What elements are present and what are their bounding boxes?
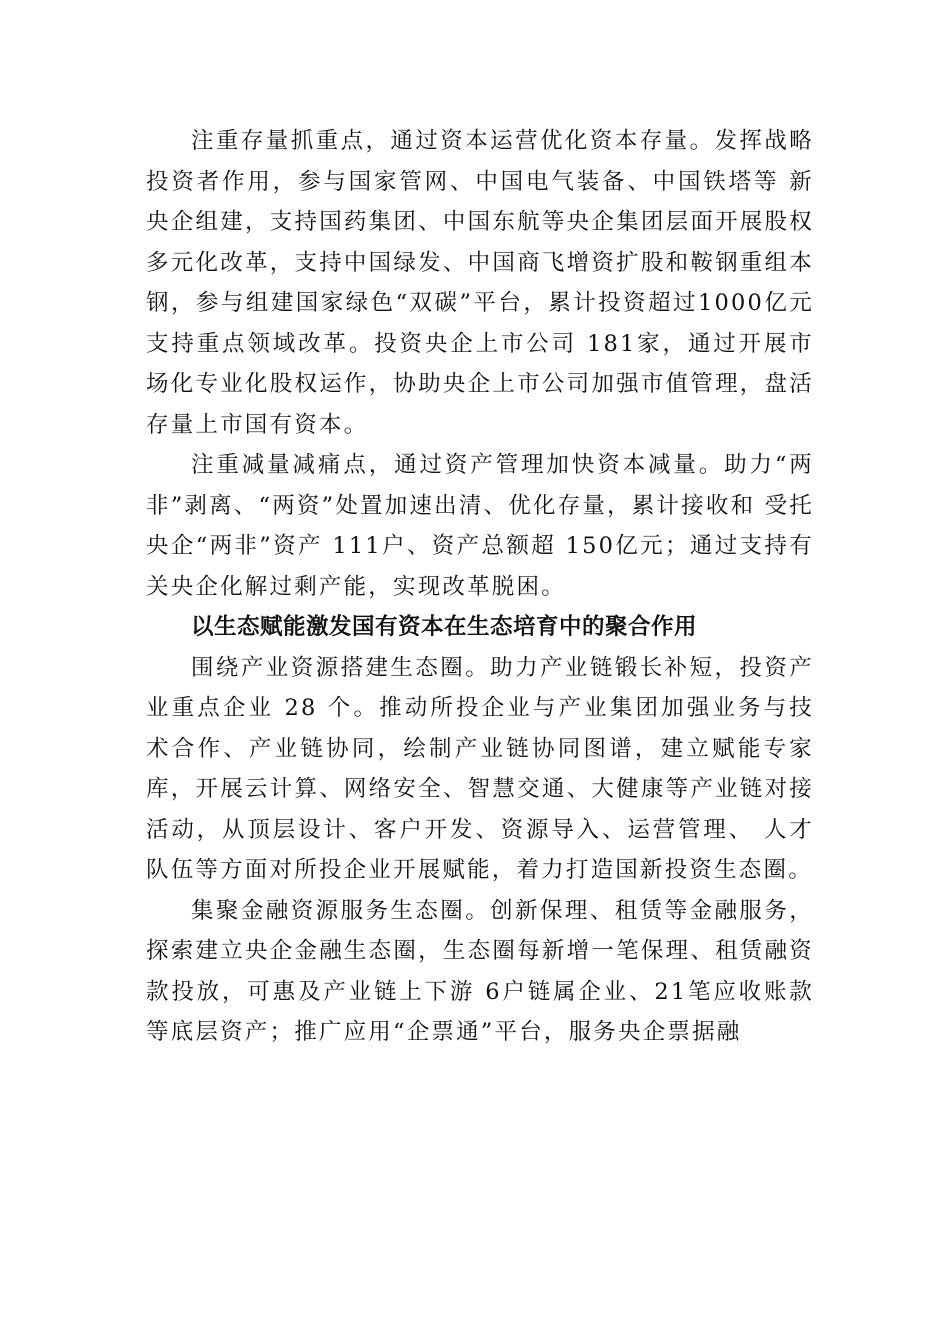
paragraph-financial-ecosystem: 集聚金融资源服务生态圈。创新保理、租赁等金融服务，探索建立央企金融生态圈，生态圈每新增一笔保理、租赁融资款投放，可惠及产业链上下游 6户链属企业、21笔应收账款等底层资产；推广应用“企票通”平台，服务央企票据融: [146, 897, 814, 1045]
paragraph-reduction: 注重减量减痛点，通过资产管理加快资本减量。助力“两非”剥离、“两资”处置加速出清、优化存量，累计接收和 受托央企“两非”资产 111户、资产总额超 150亿元；通过支持有关央企化解过剩产能，实现改革脱困。: [146, 452, 814, 600]
paragraph-industry-ecosystem: 围绕产业资源搭建生态圈。助力产业链锻长补短，投资产业重点企业 28 个。推动所投企业与产业集团加强业务与技术合作、产业链协同，绘制产业链协同图谱，建立赋能专家库，开展云计算、网络安全、智慧交通、大健康等产业链对接活动，从顶层设计、客户开发、资源导入、运营管理、 人才队伍等方面对所投企业开展赋能，着力打造国新投资生态圈。: [146, 654, 814, 883]
document-body: [146, 121, 814, 1053]
paragraph-stock-optimization: 注重存量抓重点，通过资本运营优化资本存量。发挥战略投资者作用，参与国家管网、中国电气装备、中国铁塔等 新央企组建，支持国药集团、中国东航等央企集团层面开展股权多元化改革，支持中国绿发、中国商飞增资扩股和鞍钢重组本钢，参与组建国家绿色“双碳”平台，累计投资超过1000亿元支持重点领域改革。投资央企上市公司 181家，通过开展市场化专业化股权运作，协助央企上市公司加强市值管理，盘活存量上市国有资本。: [146, 128, 814, 438]
section-heading-ecosystem: 以生态赋能激发国有资本在生态培育中的聚合作用: [191, 614, 698, 640]
